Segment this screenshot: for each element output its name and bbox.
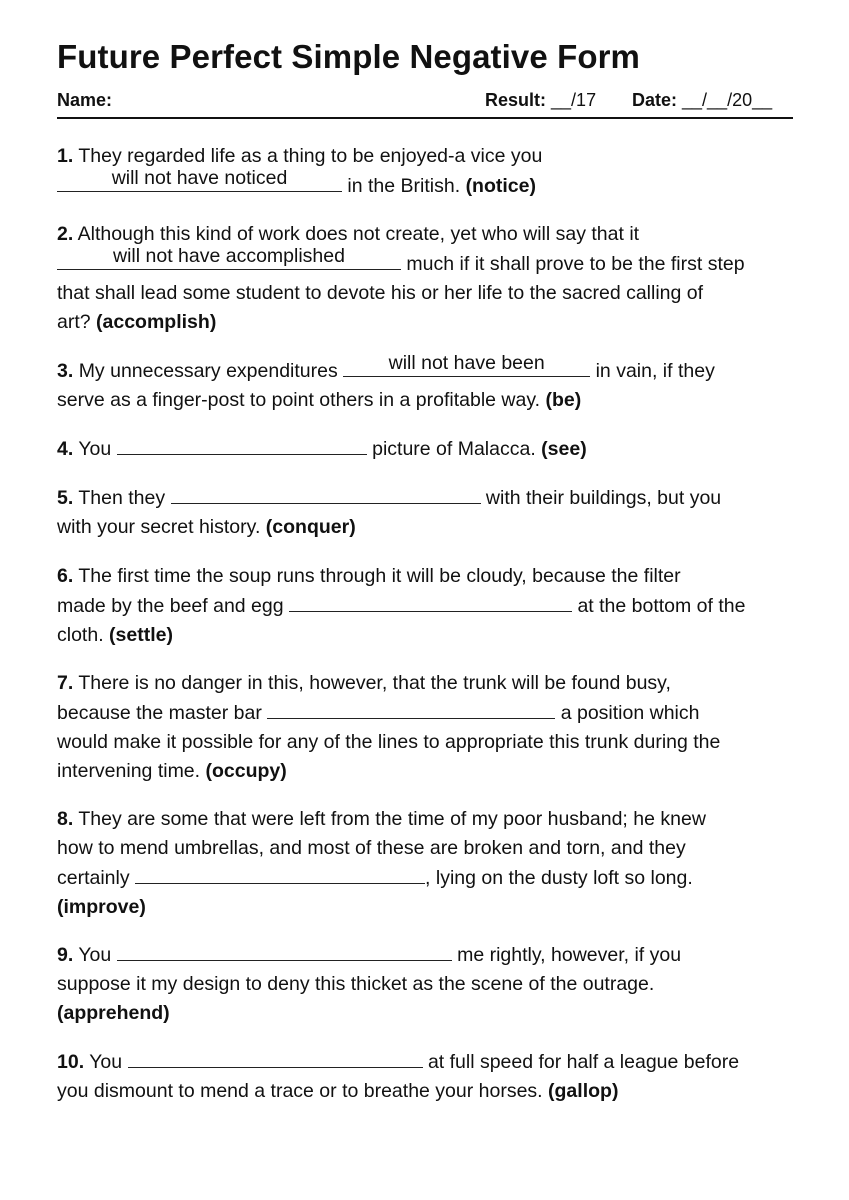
question-line bbox=[57, 386, 797, 415]
verb-hint: (improve) bbox=[57, 896, 146, 918]
date-value: __/__/20__ bbox=[682, 90, 773, 110]
verb-hint: (conquer) bbox=[265, 516, 356, 538]
question-text: with their buildings, but you bbox=[485, 487, 722, 509]
question-number: 7. bbox=[57, 672, 74, 694]
result-value: __/17 bbox=[551, 90, 597, 110]
date-label: Date: bbox=[632, 90, 678, 110]
verb-hint: (see) bbox=[541, 438, 587, 460]
question-line bbox=[57, 805, 797, 834]
question-number: 9. bbox=[57, 944, 74, 966]
question-number: 2. bbox=[57, 223, 74, 245]
question-line bbox=[57, 591, 797, 621]
verb-hint: (accomplish) bbox=[96, 311, 217, 333]
question-9 bbox=[57, 940, 797, 1028]
question-number: 3. bbox=[57, 360, 74, 382]
question-line bbox=[57, 562, 797, 591]
question-text: serve as a finger-post to point others in a profitable way. bbox=[57, 389, 541, 411]
question-text: at full speed for half a league before bbox=[427, 1051, 740, 1073]
answer-blank[interactable] bbox=[117, 434, 367, 455]
question-line bbox=[57, 245, 797, 279]
verb-hint: (notice) bbox=[465, 175, 536, 197]
question-text: a position which bbox=[560, 702, 700, 724]
result-field bbox=[485, 90, 596, 111]
question-line bbox=[57, 483, 797, 513]
question-2 bbox=[57, 220, 797, 337]
question-line bbox=[57, 893, 797, 922]
answer-blank[interactable] bbox=[135, 863, 425, 884]
question-line bbox=[57, 352, 797, 386]
answer-blank[interactable] bbox=[128, 1047, 423, 1068]
question-5 bbox=[57, 483, 797, 542]
question-7 bbox=[57, 669, 797, 786]
answer-blank[interactable] bbox=[343, 352, 590, 377]
question-line bbox=[57, 999, 797, 1028]
verb-hint: (be) bbox=[545, 389, 582, 411]
answer-text: will not have noticed bbox=[111, 167, 288, 189]
question-text: You bbox=[78, 944, 112, 966]
question-number: 1. bbox=[57, 145, 74, 167]
question-line bbox=[57, 1077, 797, 1106]
verb-hint: (settle) bbox=[109, 624, 173, 646]
answer-blank[interactable] bbox=[57, 245, 401, 270]
question-line bbox=[57, 1047, 797, 1077]
question-text: much if it shall prove to be the first step bbox=[406, 253, 745, 275]
answer-blank[interactable] bbox=[171, 483, 481, 504]
question-text: The first time the soup runs through it will be cloudy, because the filter bbox=[78, 565, 681, 587]
question-text: intervening time. bbox=[57, 760, 201, 782]
question-10 bbox=[57, 1047, 797, 1106]
question-line bbox=[57, 940, 797, 970]
question-line bbox=[57, 669, 797, 698]
question-line bbox=[57, 863, 797, 893]
question-line bbox=[57, 621, 797, 650]
question-3 bbox=[57, 352, 797, 415]
question-6 bbox=[57, 562, 797, 650]
question-line bbox=[57, 757, 797, 786]
answer-blank[interactable] bbox=[117, 940, 452, 961]
question-number: 8. bbox=[57, 808, 74, 830]
verb-hint: (occupy) bbox=[205, 760, 287, 782]
question-text: You bbox=[89, 1051, 123, 1073]
question-line: would make it possible for any of the lines to appropriate this trunk during the bbox=[57, 731, 721, 753]
question-number: 5. bbox=[57, 487, 74, 509]
question-text: in the British. bbox=[347, 175, 461, 197]
question-4 bbox=[57, 434, 797, 464]
question-number: 6. bbox=[57, 565, 74, 587]
question-text: certainly bbox=[57, 867, 130, 889]
question-line bbox=[57, 434, 797, 464]
question-line bbox=[57, 513, 797, 542]
question-text: , lying on the dusty loft so long. bbox=[425, 867, 693, 889]
verb-hint: (gallop) bbox=[548, 1080, 619, 1102]
question-text: with your secret history. bbox=[57, 516, 261, 538]
question-text: Although this kind of work does not create, yet who will say that it bbox=[77, 223, 640, 245]
date-field bbox=[632, 90, 772, 111]
question-text: made by the beef and egg bbox=[57, 595, 284, 617]
answer-blank[interactable] bbox=[289, 591, 572, 612]
question-text: cloth. bbox=[57, 624, 104, 646]
question-number: 4. bbox=[57, 438, 74, 460]
question-text: Then they bbox=[78, 487, 166, 509]
question-1 bbox=[57, 142, 797, 201]
answer-text: will not have been bbox=[388, 352, 545, 374]
question-number: 10. bbox=[57, 1051, 85, 1073]
question-line: how to mend umbrellas, and most of these are broken and torn, and they bbox=[57, 837, 686, 859]
name-label: Name: bbox=[57, 90, 113, 110]
question-text: They are some that were left from the time of my poor husband; he knew bbox=[78, 808, 706, 830]
question-line: suppose it my design to deny this thicket as the scene of the outrage. bbox=[57, 973, 655, 995]
question-line: that shall lead some student to devote his or her life to the sacred calling of bbox=[57, 282, 704, 304]
question-text: art? bbox=[57, 311, 91, 333]
answer-text: will not have accomplished bbox=[113, 245, 345, 267]
question-text: You bbox=[78, 438, 112, 460]
question-line bbox=[57, 698, 797, 728]
worksheet-title: Future Perfect Simple Negative Form bbox=[57, 38, 640, 75]
question-text: There is no danger in this, however, that the trunk will be found busy, bbox=[78, 672, 671, 694]
question-text: because the master bar bbox=[57, 702, 262, 724]
answer-blank[interactable] bbox=[267, 698, 555, 719]
result-label: Result: bbox=[485, 90, 547, 110]
question-line bbox=[57, 308, 797, 337]
question-text: picture of Malacca. bbox=[372, 438, 536, 460]
answer-blank[interactable] bbox=[57, 167, 342, 192]
question-8 bbox=[57, 805, 797, 922]
header-divider bbox=[57, 117, 793, 119]
verb-hint: (apprehend) bbox=[57, 1002, 170, 1024]
question-text: you dismount to mend a trace or to breathe your horses. bbox=[57, 1080, 543, 1102]
question-line bbox=[57, 167, 797, 201]
question-text: They regarded life as a thing to be enjoyed-a vice you bbox=[78, 145, 543, 167]
question-text: me rightly, however, if you bbox=[457, 944, 682, 966]
question-text: My unnecessary expenditures bbox=[78, 360, 338, 382]
question-text: in vain, if they bbox=[595, 360, 715, 382]
question-text: at the bottom of the bbox=[577, 595, 746, 617]
